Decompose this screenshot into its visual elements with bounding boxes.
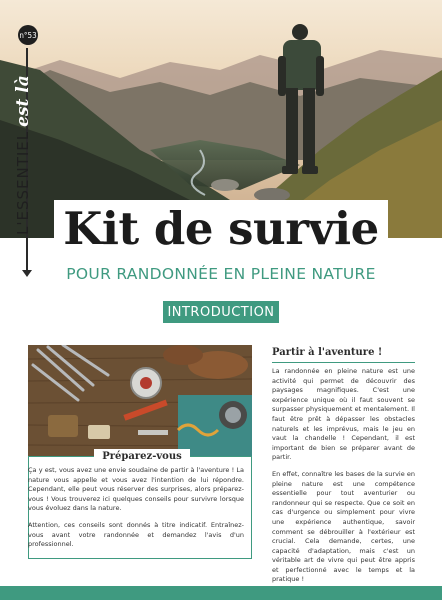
prepare-paragraph: Attention, ces conseils sont donnés à titre indicatif. Entraînez-vous avant votre randonnée et demandez l'avis d'un professionnel. (28, 520, 244, 549)
rubric-label (11, 75, 35, 235)
down-arrow-icon (22, 270, 32, 277)
adventure-text (272, 367, 415, 592)
rubric-part2: est là (13, 75, 33, 127)
prepare-title: Préparez-vous (94, 449, 190, 465)
footer-band (0, 586, 442, 600)
rubric-part1: L'ESSENTIEL (14, 130, 32, 235)
page-subtitle: POUR RANDONNÉE EN PLEINE NATURE (66, 265, 376, 283)
adventure-paragraph: En effet, connaître les bases de la survie en pleine nature est une compétence essentielle pour tout aventurier ou randonneur qui se respecte. Que ce soit en cas d'urgence ou simplement pour vivre une expérience authentique, savoir comment se débrouiller à l'extérieur est crucial. Cela demande, certes, une capacité d'adaptation, mais c'est un véritable art de vivre qui peut être appris et perfectionné avec le temps et la pratique ! (272, 469, 415, 584)
page-title: Kit de survie (63, 202, 379, 255)
survival-kit-photo (28, 345, 252, 456)
prepare-text (28, 466, 244, 557)
prepare-paragraph: Ça y est, vous avez une envie soudaine de partir à l'aventure ! La nature vous appelle et vous avez l'intention de lui répondre. Cependant, elle peut vous réserver des surprises, alors préparez-vous ! Vous trouverez ici quelques conseils pour survivre lorsque vous évoluez dans la nature. (28, 466, 244, 513)
heading-divider (272, 362, 415, 363)
adventure-heading: Partir à l'aventure ! (272, 347, 383, 358)
adventure-paragraph: La randonnée en pleine nature est une activité qui permet de découvrir des paysages magnifiques. C'est une expérience unique où il faut souvent se surpasser physiquement et mentalement. Il faut être prêt à dépasser les obstacles naturels et les imprévus, mais le jeu en vaut la chandelle ! Cependant, il est important de bien se préparer avant de partir. (272, 367, 415, 462)
section-tag: INTRODUCTION (163, 301, 279, 323)
issue-number-badge: n°53 (18, 25, 38, 45)
